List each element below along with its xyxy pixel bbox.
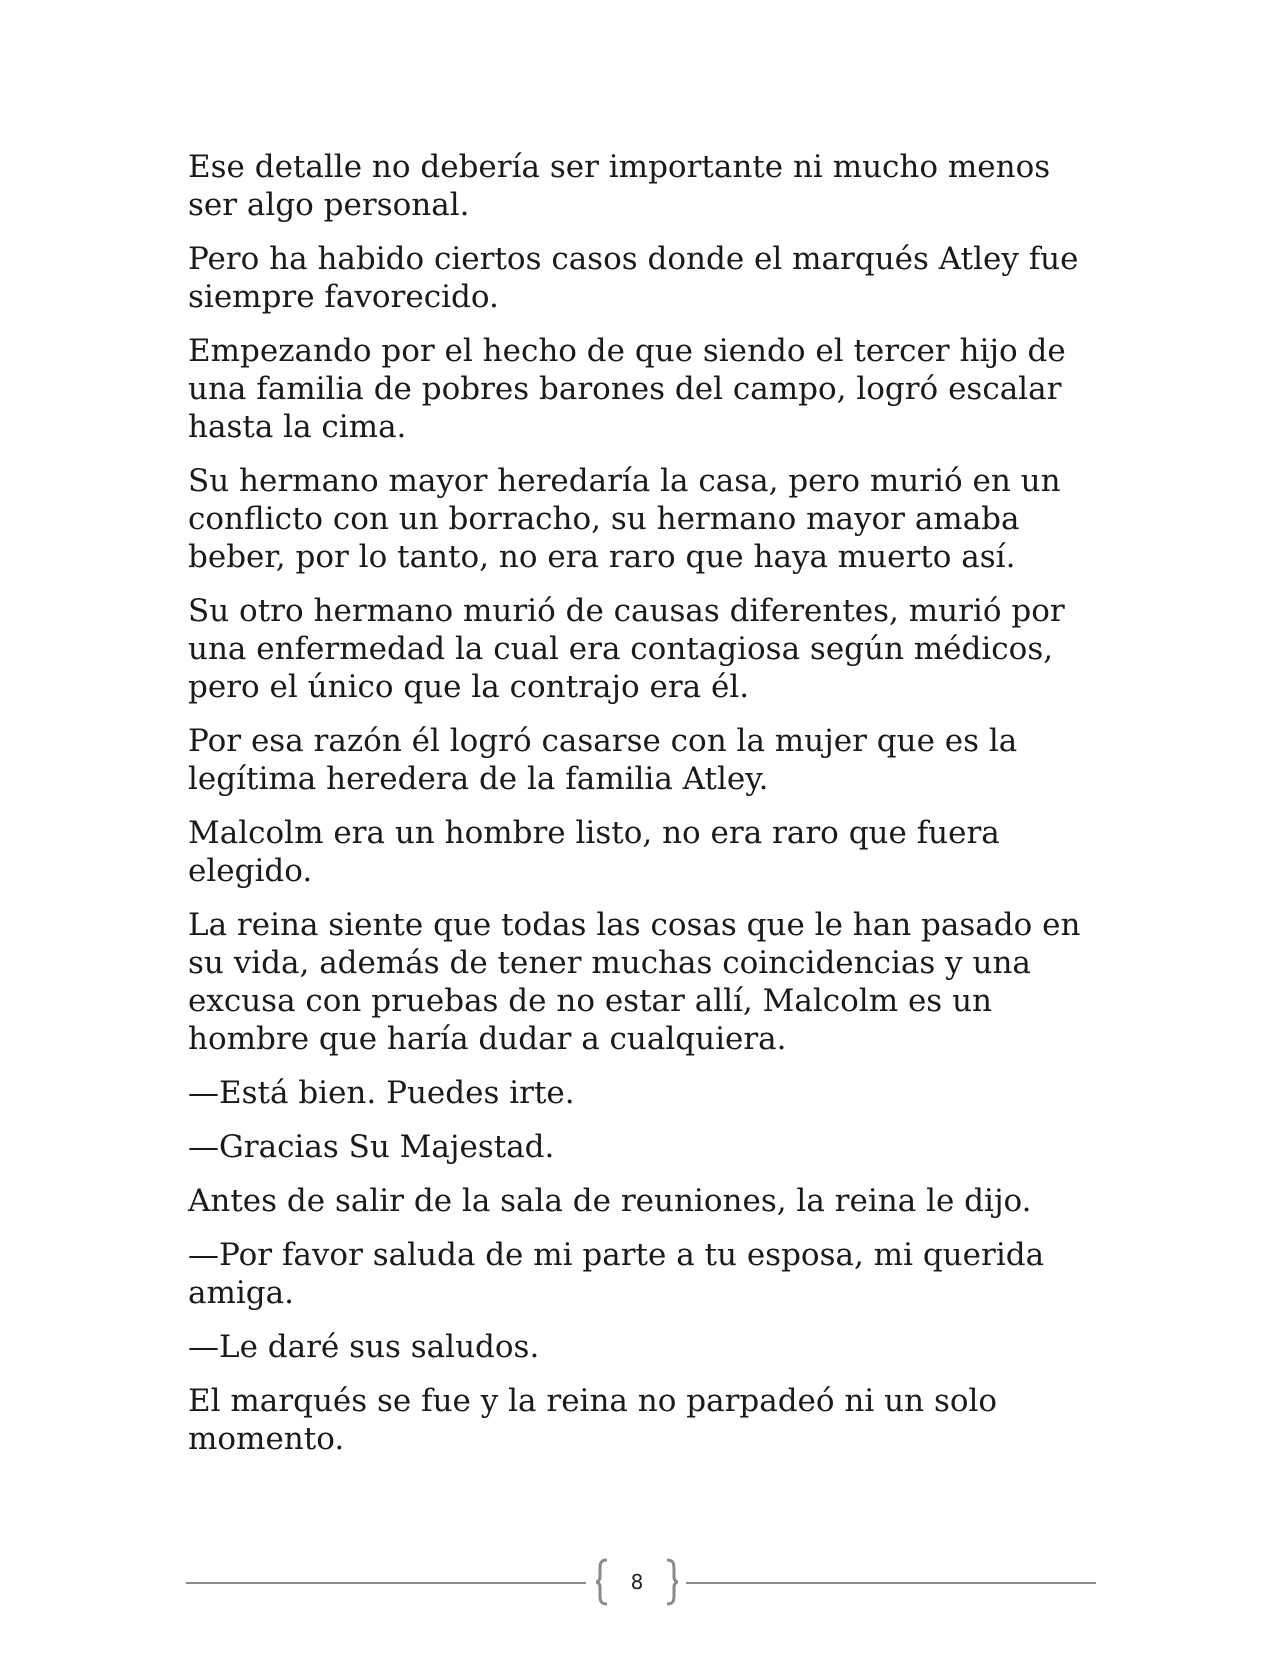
page-footer xyxy=(186,1558,1096,1608)
paragraph-4: Su hermano mayor heredaría la casa, pero murió en un conflicto con un borracho, su hermano mayor amaba beber, por lo tanto, no era raro que haya muerto así. xyxy=(188,463,1061,575)
paragraph-2: Pero ha habido ciertos casos donde el marqués Atley fue siempre favorecido. xyxy=(188,241,1079,315)
right-brace-icon xyxy=(664,1558,680,1606)
paragraph-6: Por esa razón él logró casarse con la mujer que es la legítima heredera de la familia Atley. xyxy=(188,723,1018,797)
paragraph-1: Ese detalle no debería ser importante ni mucho menos ser algo personal. xyxy=(188,149,1051,223)
paragraph-3: Empezando por el hecho de que siendo el tercer hijo de una familia de pobres barones del campo, logró escalar hasta la cima. xyxy=(188,333,1066,445)
left-brace-icon xyxy=(594,1558,610,1606)
page-number: 8 xyxy=(630,1570,644,1594)
body-text xyxy=(188,148,1098,1474)
paragraph-14: El marqués se fue y la reina no parpadeó ni un solo momento. xyxy=(188,1383,998,1457)
paragraph-5: Su otro hermano murió de causas diferentes, murió por una enfermedad la cual era contagiosa según médicos, pero el único que la contrajo era él. xyxy=(188,593,1065,705)
paragraph-7: Malcolm era un hombre listo, no era raro que fuera elegido. xyxy=(188,815,1000,889)
paragraph-13: —Le daré sus saludos. xyxy=(188,1329,540,1365)
footer-rule-left xyxy=(186,1582,586,1584)
paragraph-12: —Por favor saluda de mi parte a tu esposa, mi querida amiga. xyxy=(188,1237,1045,1311)
paragraph-10: —Gracias Su Majestad. xyxy=(188,1129,555,1165)
paragraph-9: —Está bien. Puedes irte. xyxy=(188,1075,575,1111)
paragraph-8: La reina siente que todas las cosas que le han pasado en su vida, además de tener muchas coincidencias y una excusa con pruebas de no estar allí, Malcolm es un hombre que haría dudar a cualquiera. xyxy=(188,907,1081,1057)
footer-rule-right xyxy=(686,1582,1096,1584)
paragraph-11: Antes de salir de la sala de reuniones, la reina le dijo. xyxy=(188,1183,1032,1219)
